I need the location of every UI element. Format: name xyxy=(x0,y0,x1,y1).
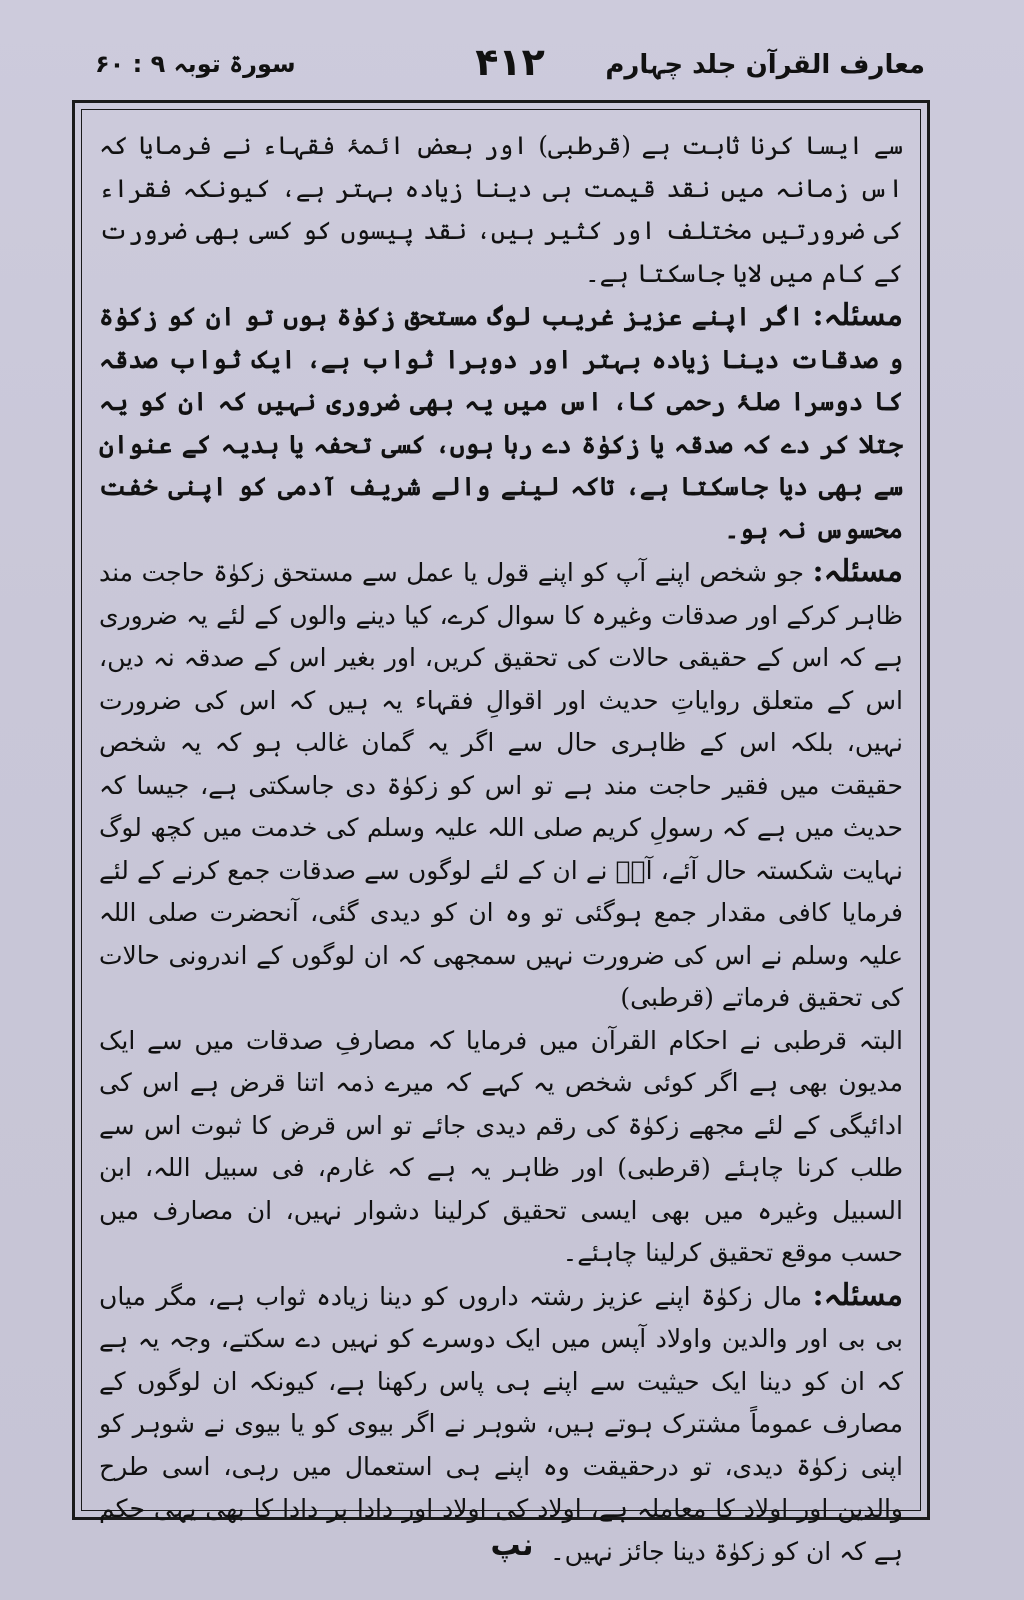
page-number: ۴۱۲ xyxy=(475,40,545,84)
book-title: معارف القرآن جلد چہارم xyxy=(605,50,925,80)
surah-reference: سورۃ توبہ ۹ : ۶۰ xyxy=(95,50,296,78)
masala-label: مسئلہ: xyxy=(812,298,903,333)
paragraph-5-text: مال زکوٰۃ اپنے عزیز رشتہ داروں کو دینا زیادہ ثواب ہے، مگر میاں بی بی اور والدین واولاد آپس میں ایک دوسرے کو نہیں دے سکتے، وجہ یہ ہے کہ ان کو دینا ایک حیثیت سے اپنے ہی پاس رکھنا ہے، کیونکہ ان لوگوں کے مصارف عموماً مشترک ہوتے ہیں، شوہر نے اگر بیوی کو یا بیوی نے شوہر کو اپنی زکوٰۃ دیدی، تو درحقیقت وہ اپنے ہی استعمال میں رہی، اسی طرح والدین اور اولاد کا معاملہ ہے، اولاد کی اولاد اور دادا پر دادا کا بھی یہی حکم ہے کہ ان کو زکوٰۃ دینا جائز نہیں۔ xyxy=(99,1281,903,1566)
paragraph-1-text: سے ایسا کرنا ثابت ہے (قرطبی) اور بعض ائمۂ فقہاء نے فرمایا کہ اس زمانہ میں نقد قیمت ہی دینا زیادہ بہتر ہے، کیونکہ فقراء کی ضرورتیں مختلف اور کثیر ہیں، نقد پیسوں کو کسی بھی ضرورت کے کام میں لایا جاسکتا ہے۔ xyxy=(99,131,903,288)
paragraph-3-text: جو شخص اپنے آپ کو اپنے قول یا عمل سے مستحق زکوٰۃ حاجت مند ظاہر کرکے اور صدقات وغیرہ کا سوال کرے، کیا دینے والوں کے لئے یہ ضروری ہے کہ اس کے حقیقی حالات کی تحقیق کریں، اور بغیر اس کے صدقہ نہ دیں، اس کے متعلق روایاتِ حدیث اور اقوالِ فقہاء یہ ہیں کہ اس کی ضرورت نہیں، بلکہ اس کے ظاہری حال سے اگر یہ گمان غالب ہو کہ یہ شخص حقیقت میں فقیر حاجت مند ہے تو اس کو زکوٰۃ دی جاسکتی ہے، جیسا کہ حدیث میں ہے کہ رسولِ کریم صلی اللہ علیہ وسلم کی خدمت میں کچھ لوگ نہایت شکستہ حال آئے، آپؐ نے ان کے لئے لوگوں سے صدقات جمع کرنے کے لئے فرمایا کافی مقدار جمع ہوگئی تو وہ ان کو دیدی گئی، آنحضرت صلی اللہ علیہ وسلم نے اس کی ضرورت نہیں سمجھی کہ ان لوگوں کے اندرونی حالات کی تحقیق فرماتے (قرطبی) xyxy=(99,558,903,1012)
paragraph-3 xyxy=(99,551,903,1020)
page-header xyxy=(95,40,925,100)
masala-label: مسئلہ: xyxy=(812,1277,903,1313)
paragraph-2 xyxy=(99,295,903,551)
paragraph-4-text: البتہ قرطبی نے احکام القرآن میں فرمایا کہ مصارفِ صدقات میں سے ایک مدیون بھی ہے اگر کوئی شخص یہ کہے کہ میرے ذمہ اتنا قرض ہے اس کی ادائیگی کے لئے مجھے زکوٰۃ کی رقم دیدی جائے تو اس قرض کا ثبوت اس سے طلب کرنا چاہئے (قرطبی) اور ظاہر یہ ہے کہ غارم، فی سبیل اللہ، ابن السبیل وغیرہ میں بھی ایسی تحقیق کرلینا دشوار نہیں، ان مصارف میں حسب موقع تحقیق کرلینا چاہئے۔ xyxy=(99,1025,904,1267)
footer-signature-mark: نپ xyxy=(490,1528,534,1563)
body-text xyxy=(99,125,903,1573)
paragraph-2-text: اگر اپنے عزیز غریب لوگ مستحق زکوٰۃ ہوں تو ان کو زکوٰۃ و صدقات دینا زیادہ بہتر اور دوہرا ثواب ہے، ایک ثواب صدقہ کا دوسرا صلۂ رحمی کا، اس میں یہ بھی ضروری نہیں کہ ان کو یہ جتلا کر دے کہ صدقہ یا زکوٰۃ دے رہا ہوں، کسی تحفہ یا ہدیہ کے عنوان سے بھی دیا جاسکتا ہے، تاکہ لینے والے شریف آدمی کو اپنی خفت محسوس نہ ہو۔ xyxy=(99,302,903,544)
masala-label: مسئلہ: xyxy=(812,554,903,589)
paragraph-1 xyxy=(99,125,903,295)
paragraph-4 xyxy=(99,1020,903,1275)
